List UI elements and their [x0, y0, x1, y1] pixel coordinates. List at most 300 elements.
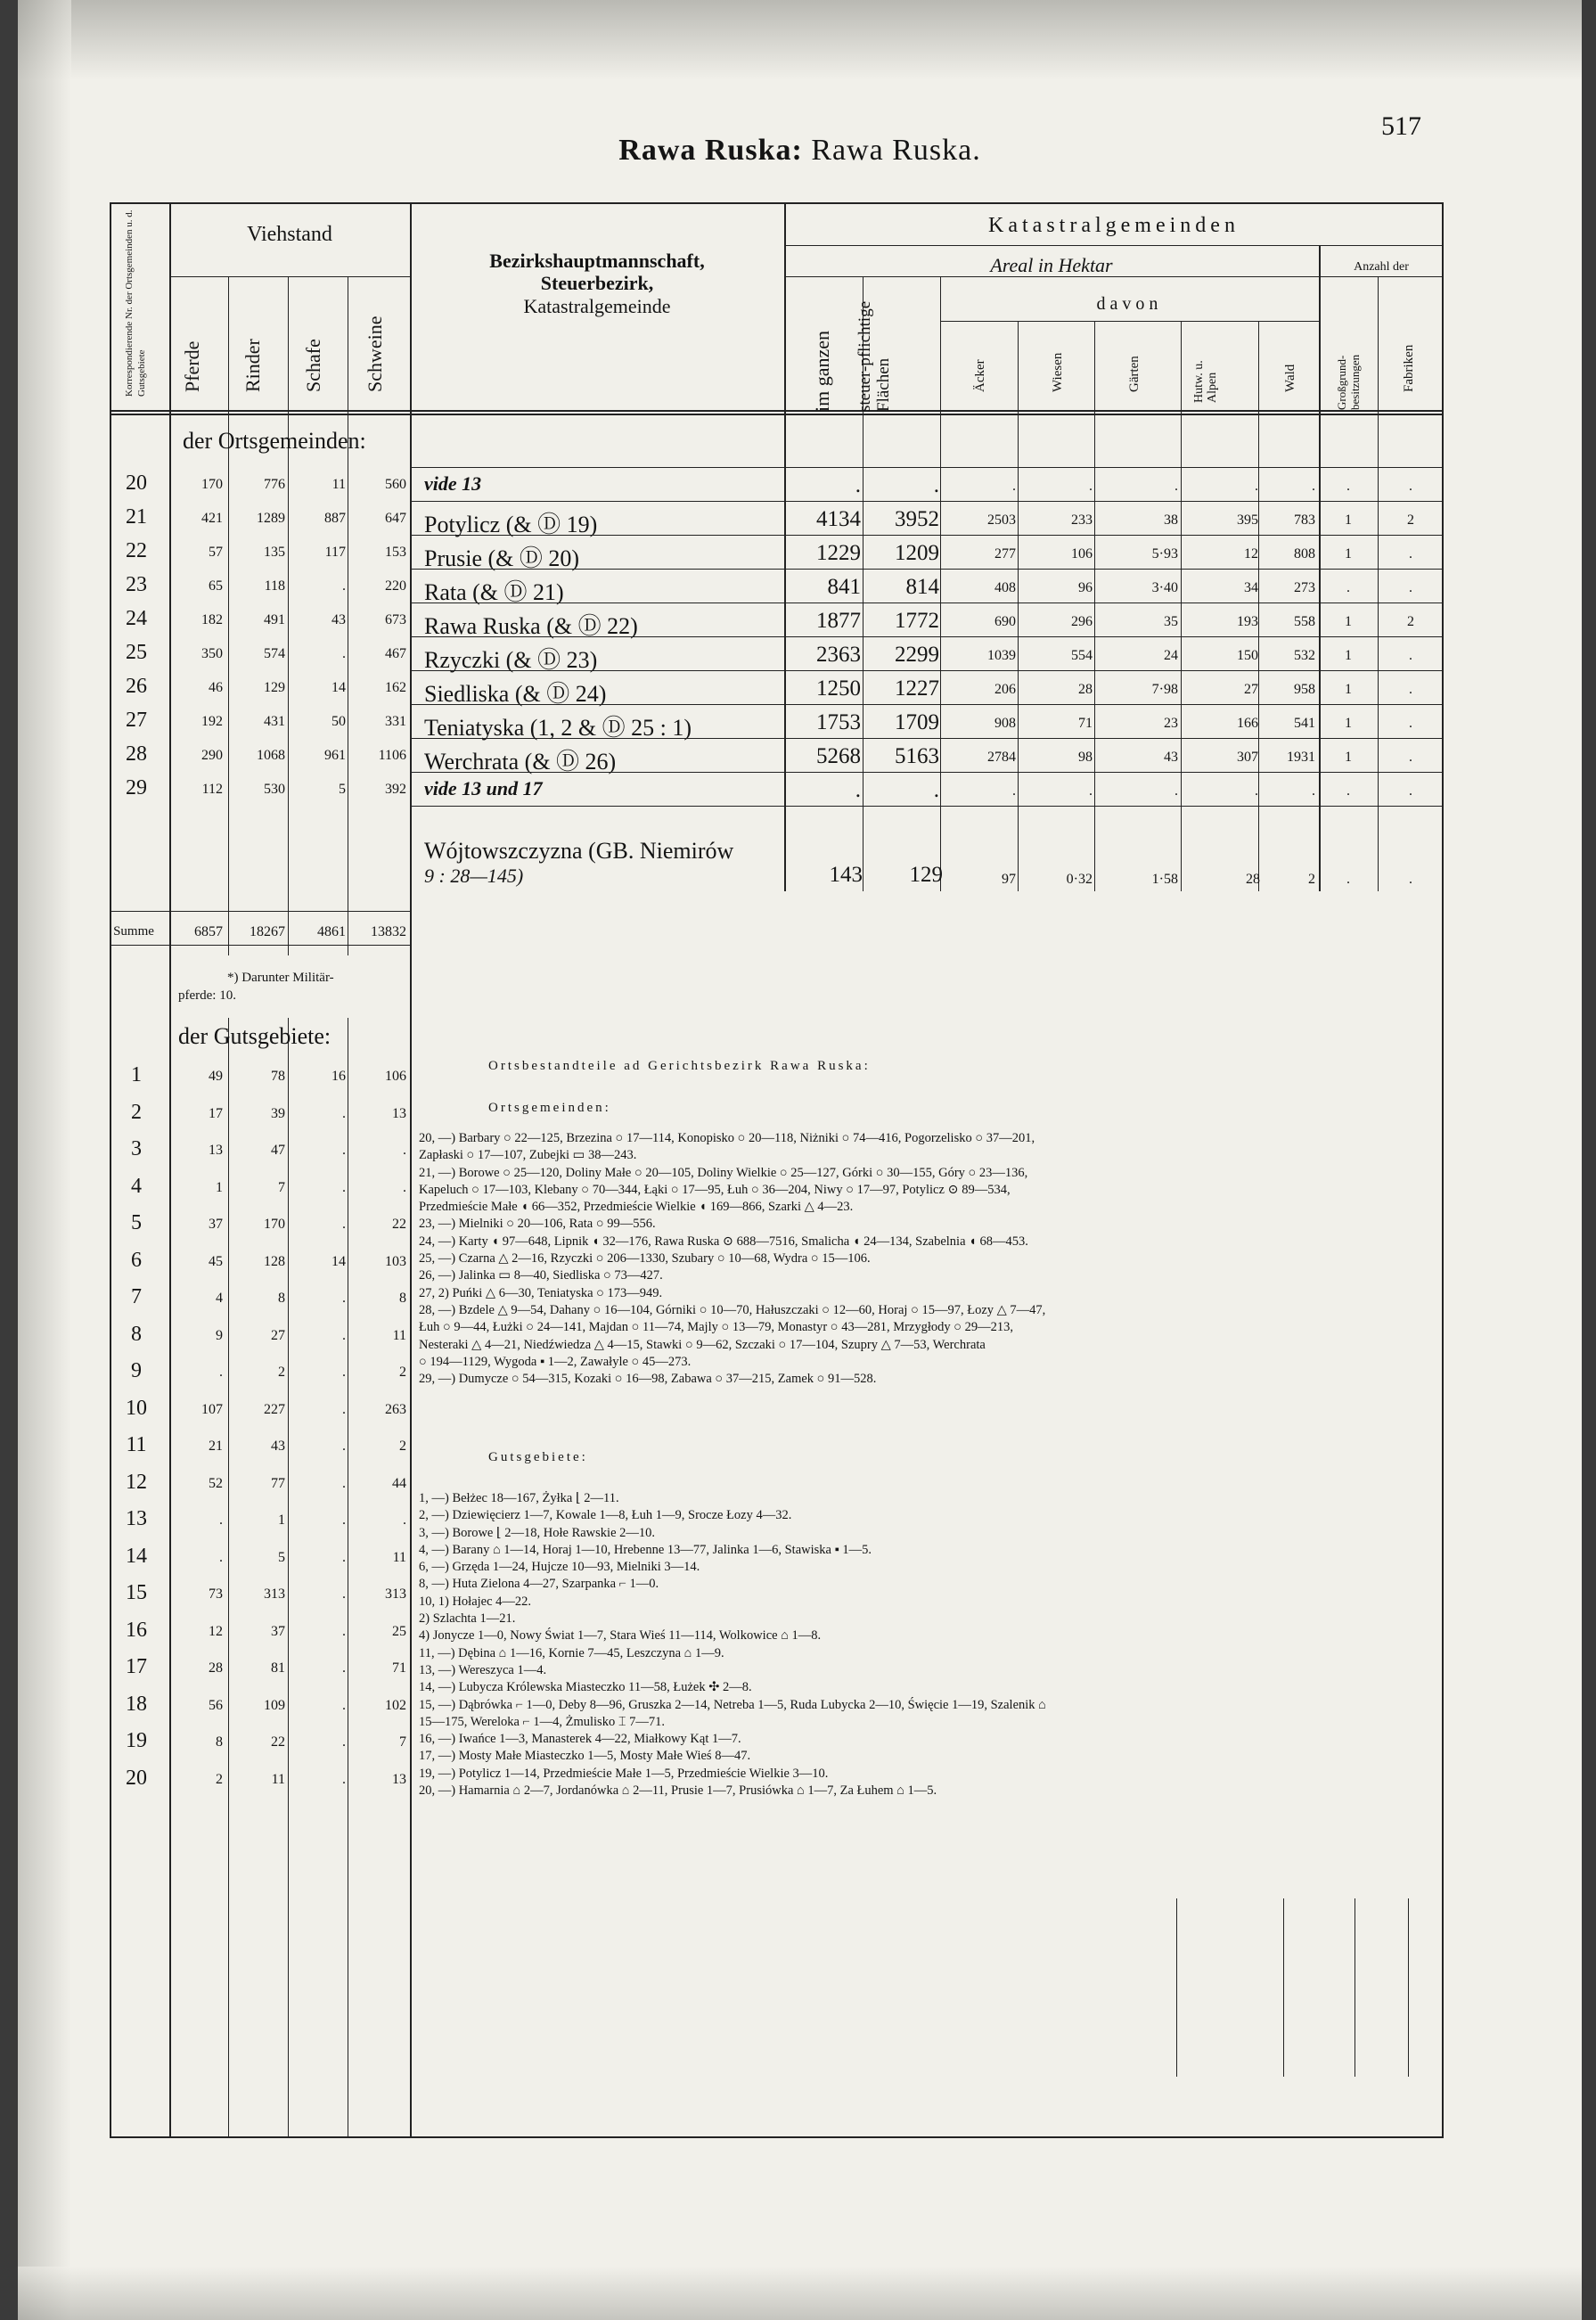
- orts-cell-sw: 392: [385, 782, 406, 797]
- guts-cell-sc: .: [342, 1549, 346, 1565]
- orts-cell-gr: 1: [1345, 750, 1352, 765]
- orts-cell-wi: 554: [1071, 648, 1093, 663]
- grid-hline: [110, 945, 410, 946]
- orts-cell-ig: 1250: [816, 676, 861, 701]
- orts-cell-ae: .: [1012, 783, 1016, 799]
- guts-cell-sw: 25: [392, 1623, 406, 1639]
- orts-cell-ig: 1229: [816, 541, 861, 565]
- guts-cell-pf: .: [219, 1513, 223, 1528]
- orts-cell-hu: 34: [1244, 580, 1258, 595]
- footnote-line1: *) Darunter Militär-: [227, 971, 334, 985]
- orts-cell-st: 1227: [895, 676, 939, 701]
- grid-vline: [169, 955, 171, 2138]
- orts-cell-wi: 28: [1078, 682, 1093, 697]
- orts-cell-wi: 296: [1071, 614, 1093, 629]
- guts-row-nr: 3: [131, 1137, 142, 1160]
- gutsgebiet-line: 17, —) Mosty Małe Miasteczko 1—5, Mosty Małe Wieś 8—47.: [419, 1749, 751, 1764]
- orts-cell-sw: 220: [385, 578, 406, 594]
- guts-cell-ri: 170: [264, 1217, 285, 1232]
- orts-cell-wa: 273: [1294, 580, 1315, 595]
- guts-cell-pf: 45: [209, 1253, 223, 1269]
- orts-row-nr: 25: [126, 641, 147, 664]
- orts-cell-ae: 690: [994, 614, 1016, 629]
- header-bh3: Katastralgemeinde: [523, 294, 671, 317]
- orts-row-nr: 21: [126, 505, 147, 529]
- orts-cell-wa: 558: [1294, 614, 1315, 629]
- ortsgemeinde-line: Kapeluch ○ 17—103, Klebany ○ 70—344, Łąki ○ 17—95, Łuh ○ 36—204, Niwy ○ 17—97, Potylicz ⊙ 89—534,: [419, 1182, 1011, 1197]
- orts-cell-sc: 11: [331, 477, 346, 492]
- orts-cell-wa: 1931: [1287, 750, 1315, 765]
- orts-cell-hu: 395: [1237, 512, 1258, 528]
- guts-cell-ri: 81: [271, 1660, 285, 1676]
- guts-cell-pf: 17: [209, 1105, 223, 1121]
- orts-cell-sc: 961: [324, 748, 346, 763]
- orts-row-name: Rata (& Ⓓ 21): [424, 579, 564, 605]
- orts-row-name: vide 13: [424, 472, 482, 495]
- header-rinder: Rinder: [241, 339, 264, 392]
- woj-gross: .: [1346, 872, 1350, 887]
- orts-row-name: Rawa Ruska (& Ⓓ 22): [424, 613, 638, 639]
- summe-pferde: 6857: [194, 924, 223, 939]
- orts-row-name: Teniatyska (1, 2 & Ⓓ 25 : 1): [424, 715, 692, 741]
- orts-cell-pf: 350: [201, 646, 223, 661]
- orts-cell-sw: 162: [385, 680, 406, 695]
- guts-row-nr: 15: [126, 1581, 147, 1604]
- guts-cell-sc: 14: [331, 1253, 346, 1269]
- guts-row-nr: 8: [131, 1322, 142, 1346]
- orts-cell-sc: 117: [324, 545, 346, 560]
- section-ortsgemeinden: der Ortsgemeinden:: [183, 428, 366, 454]
- guts-cell-sw: 13: [392, 1105, 406, 1121]
- guts-cell-sw: 103: [385, 1253, 406, 1269]
- header-areal: Areal in Hektar: [990, 254, 1113, 276]
- orts-row-nr: 20: [126, 471, 147, 495]
- guts-row-nr: 2: [131, 1100, 142, 1124]
- orts-cell-hu: 12: [1244, 546, 1258, 562]
- header-katastral: Katastralgemeinden: [988, 214, 1240, 237]
- guts-row-nr: 13: [126, 1507, 147, 1530]
- ortsgemeinde-line: 29, —) Dumycze ○ 54—315, Kozaki ○ 16—98, Zabawa ○ 37—215, Zamek ○ 91—528.: [419, 1372, 877, 1387]
- grid-hline: [784, 245, 1444, 246]
- summe-rinder: 18267: [250, 924, 285, 939]
- orts-cell-sc: .: [342, 646, 346, 661]
- orts-cell-pf: 421: [201, 511, 223, 526]
- orts-cell-fa: .: [1409, 716, 1412, 731]
- orts-cell-ig: 2363: [816, 643, 861, 667]
- orts-cell-gr: 1: [1345, 716, 1352, 731]
- ortsbestandteile-heading: Ortsbestandteile ad Gerichtsbezirk Rawa Ruska:: [488, 1059, 871, 1073]
- orts-cell-ga: 24: [1164, 648, 1178, 663]
- gutsgebiet-line: 10, 1) Hołajec 4—22.: [419, 1594, 532, 1609]
- orts-cell-ga: 5·93: [1151, 546, 1178, 562]
- orts-cell-wi: .: [1089, 479, 1093, 494]
- orts-row-name: Prusie (& Ⓓ 20): [424, 545, 580, 571]
- orts-cell-st: .: [933, 473, 939, 497]
- grid-hline: [110, 911, 410, 912]
- guts-cell-sc: .: [342, 1179, 346, 1195]
- grid-hline: [110, 414, 1444, 415]
- guts-cell-ri: 11: [271, 1771, 285, 1787]
- page-title: [18, 134, 1582, 168]
- orts-cell-gr: 1: [1345, 614, 1352, 629]
- guts-cell-ri: 227: [264, 1401, 285, 1417]
- guts-row-nr: 12: [126, 1470, 147, 1494]
- orts-cell-wa: 958: [1294, 682, 1315, 697]
- ortsgemeinde-line: Nesteraki △ 4—21, Niedźwiedza △ 4—15, Stawki ○ 9—62, Szczaki ○ 17—104, Szupry △ 7—53, Werchrata: [419, 1337, 986, 1352]
- orts-cell-ga: 43: [1164, 750, 1178, 765]
- orts-cell-gr: 1: [1345, 682, 1352, 697]
- guts-cell-sc: 16: [331, 1069, 346, 1084]
- gutsgebiet-line: 19, —) Potylicz 1—14, Przedmieście Małe 1—5, Przedmieście Wielkie 3—10.: [419, 1766, 829, 1781]
- orts-cell-wa: .: [1312, 479, 1315, 494]
- orts-cell-gr: .: [1346, 783, 1350, 799]
- ortsgemeinde-line: Przedmieście Małe ◖ 66—352, Przedmieście Wielkie ◖ 169—866, Szarki △ 4—23.: [419, 1200, 854, 1215]
- ortsgemeinde-line: 26, —) Jalinka ▭ 8—40, Siedliska ○ 73—427.: [419, 1268, 663, 1283]
- orts-cell-st: 2299: [895, 643, 939, 667]
- guts-cell-sw: 313: [385, 1586, 406, 1602]
- orts-cell-hu: 150: [1237, 648, 1258, 663]
- guts-row-nr: 9: [131, 1359, 142, 1382]
- orts-cell-sc: 887: [324, 511, 346, 526]
- guts-cell-sw: 2: [399, 1365, 406, 1380]
- guts-cell-sw: 13: [392, 1771, 406, 1787]
- header-aecker: Äcker: [973, 359, 987, 392]
- orts-cell-wi: 96: [1078, 580, 1093, 595]
- orts-cell-ig: .: [855, 778, 861, 802]
- guts-cell-sc: .: [342, 1143, 346, 1158]
- guts-cell-sc: .: [342, 1365, 346, 1380]
- gutsgebiet-line: 2) Szlachta 1—21.: [419, 1611, 516, 1627]
- header-hutw: Hutw. u. Alpen: [1192, 360, 1219, 403]
- orts-cell-ri: 135: [264, 545, 285, 560]
- guts-cell-ri: 128: [264, 1253, 285, 1269]
- orts-cell-fa: 2: [1407, 512, 1414, 528]
- header-viehstand: Viehstand: [247, 223, 332, 246]
- orts-cell-sw: 673: [385, 612, 406, 627]
- ortsgemeinden-list: [419, 1130, 1435, 1388]
- gutsgebiet-line: 4) Jonycze 1—0, Nowy Świat 1—7, Stara Wieś 11—114, Wolkowice ⌂ 1—8.: [419, 1628, 822, 1644]
- title-municipality: Rawa Ruska.: [811, 134, 981, 167]
- guts-cell-sw: 44: [392, 1475, 406, 1491]
- guts-cell-sw: 106: [385, 1069, 406, 1084]
- orts-cell-pf: 46: [209, 680, 223, 695]
- guts-cell-ri: 2: [278, 1365, 285, 1380]
- orts-cell-sc: 14: [331, 680, 346, 695]
- guts-cell-pf: 49: [209, 1069, 223, 1084]
- orts-cell-gr: 1: [1345, 546, 1352, 562]
- gutsgebiet-line: 20, —) Hamarnia ⌂ 2—7, Jordanówka ⌂ 2—11, Prusie 1—7, Prusiówka ⌂ 1—7, Za Łuhem ⌂ 1—5.: [419, 1783, 937, 1799]
- scan-shadow-top: [18, 0, 1582, 80]
- grid-vline: [1176, 1898, 1177, 2077]
- guts-cell-sw: .: [403, 1513, 406, 1528]
- orts-cell-fa: .: [1409, 682, 1412, 697]
- orts-cell-ri: 574: [264, 646, 285, 661]
- ortsgemeinde-line: ○ 194—1129, Wygoda ▪ 1—2, Zawałyle ○ 45—273.: [419, 1354, 692, 1369]
- orts-cell-ga: 35: [1164, 614, 1178, 629]
- header-bh1: Bezirkshauptmannschaft,: [489, 250, 705, 272]
- guts-cell-sc: .: [342, 1771, 346, 1787]
- orts-cell-ae: .: [1012, 479, 1016, 494]
- header-bh2: Steuerbezirk,: [540, 272, 654, 295]
- grid-hline: [410, 467, 1444, 468]
- guts-cell-sc: .: [342, 1697, 346, 1713]
- guts-cell-ri: 5: [278, 1549, 285, 1565]
- orts-cell-ig: .: [855, 473, 861, 497]
- orts-cell-fa: .: [1409, 750, 1412, 765]
- summe-label: Summe: [113, 924, 154, 939]
- guts-row-nr: 1: [131, 1063, 142, 1086]
- guts-row-nr: 19: [126, 1729, 147, 1752]
- page-number: 517: [1381, 111, 1421, 141]
- page-sheet: [18, 0, 1582, 2320]
- guts-row-nr: 17: [126, 1655, 147, 1678]
- orts-cell-hu: .: [1255, 479, 1258, 494]
- guts-cell-ri: 37: [271, 1623, 285, 1639]
- ortsgemeinde-line: Łuh ○ 9—44, Łużki ○ 24—141, Majdan ○ 11—74, Majly ○ 13—79, Monastyr ○ 43—281, Mrzygłody ○ 29—213,: [419, 1320, 1014, 1335]
- guts-cell-pf: 12: [209, 1623, 223, 1639]
- gutsgebiet-line: 16, —) Iwańce 1—3, Manasterek 4—22, Miałkowy Kąt 1—7.: [419, 1732, 741, 1747]
- orts-cell-wi: 98: [1078, 750, 1093, 765]
- ortsgemeinde-line: 20, —) Barbary ○ 22—125, Brzezina ○ 17—114, Konopisko ○ 20—118, Niżniki ○ 74—416, Pogorzelisko ○ 37—201,: [419, 1131, 1035, 1145]
- header-gross: Großgrund-besitzungen: [1335, 354, 1362, 410]
- orts-cell-pf: 170: [201, 477, 223, 492]
- guts-cell-ri: 22: [271, 1734, 285, 1750]
- grid-vline: [940, 276, 941, 891]
- gutsgebiet-line: 11, —) Dębina ⌂ 1—16, Kornie 7—45, Leszczyna ⌂ 1—9.: [419, 1645, 724, 1660]
- orts-cell-sw: 1106: [378, 748, 406, 763]
- orts-cell-pf: 65: [209, 578, 223, 594]
- guts-cell-sw: 11: [392, 1549, 406, 1565]
- orts-cell-sw: 153: [385, 545, 406, 560]
- guts-cell-ri: 27: [271, 1327, 285, 1343]
- orts-cell-ri: 530: [264, 782, 285, 797]
- guts-cell-sc: .: [342, 1586, 346, 1602]
- orts-cell-ri: 1289: [257, 511, 285, 526]
- guts-cell-sc: .: [342, 1327, 346, 1343]
- guts-row-nr: 18: [126, 1692, 147, 1716]
- guts-cell-pf: 73: [209, 1586, 223, 1602]
- orts-cell-hu: 307: [1237, 750, 1258, 765]
- orts-row-name: vide 13 und 17: [424, 777, 543, 799]
- guts-cell-sc: .: [342, 1439, 346, 1454]
- guts-cell-pf: .: [219, 1549, 223, 1565]
- guts-cell-sw: 11: [392, 1327, 406, 1343]
- gutsgebiet-line: 15, —) Dąbrówka ⌐ 1—0, Deby 8—96, Gruszka 2—14, Netreba 1—5, Ruda Lubycka 2—10, Święcie 1—19, Szalenik ⌂: [419, 1697, 1046, 1712]
- orts-cell-hu: 193: [1237, 614, 1258, 629]
- guts-row-nr: 4: [131, 1174, 142, 1198]
- guts-cell-pf: 8: [216, 1734, 223, 1750]
- ortsgemeinde-line: 27, 2) Puńki △ 6—30, Teniatyska ○ 173—949.: [419, 1285, 663, 1300]
- ortsgemeinde-line: Zapłaski ○ 17—107, Zubejki ▭ 38—243.: [419, 1148, 637, 1163]
- gutsgebiet-line: 14, —) Lubycza Królewska Miasteczko 11—58, Łużek ✣ 2—8.: [419, 1680, 752, 1695]
- orts-cell-ga: .: [1174, 479, 1178, 494]
- orts-cell-fa: .: [1409, 580, 1412, 595]
- orts-cell-hu: 27: [1244, 682, 1258, 697]
- guts-cell-sc: .: [342, 1513, 346, 1528]
- orts-cell-st: 3952: [895, 507, 939, 531]
- guts-cell-sc: .: [342, 1475, 346, 1491]
- grid-vline: [228, 276, 229, 955]
- grid-hline: [110, 410, 1444, 412]
- orts-cell-st: 1209: [895, 541, 939, 565]
- scan-shadow-left: [18, 0, 71, 2320]
- orts-cell-wi: 71: [1078, 716, 1093, 731]
- guts-cell-pf: 56: [209, 1697, 223, 1713]
- orts-cell-wi: 233: [1071, 512, 1093, 528]
- woj-aecker: 97: [1002, 872, 1016, 887]
- woj-hutw: 28: [1246, 872, 1260, 887]
- title-district: Rawa Ruska:: [618, 134, 803, 167]
- woj-steuer: 129: [909, 863, 943, 887]
- orts-cell-st: 1709: [895, 710, 939, 734]
- orts-cell-ri: 776: [264, 477, 285, 492]
- guts-row-nr: 5: [131, 1211, 142, 1234]
- grid-vline: [288, 276, 289, 955]
- orts-cell-ga: 23: [1164, 716, 1178, 731]
- guts-cell-pf: 4: [216, 1291, 223, 1306]
- orts-row-name: Siedliska (& Ⓓ 24): [424, 681, 607, 707]
- guts-cell-sw: 8: [399, 1291, 406, 1306]
- grid-vline: [1283, 1898, 1284, 2077]
- orts-cell-fa: .: [1409, 648, 1412, 663]
- guts-cell-ri: 313: [264, 1586, 285, 1602]
- orts-row-nr: 27: [126, 709, 147, 732]
- guts-cell-sw: 102: [385, 1697, 406, 1713]
- guts-cell-sw: 22: [392, 1217, 406, 1232]
- woj-gaerten: 1·58: [1151, 872, 1178, 887]
- grid-hline: [940, 321, 1319, 322]
- orts-cell-pf: 57: [209, 545, 223, 560]
- guts-cell-pf: 37: [209, 1217, 223, 1232]
- guts-row-nr: 7: [131, 1285, 142, 1308]
- guts-cell-sc: .: [342, 1660, 346, 1676]
- woj-fabriken: .: [1409, 872, 1412, 887]
- gutsgebiete-list: [419, 1490, 1435, 1799]
- gutsgebiete-heading: Gutsgebiete:: [488, 1450, 588, 1464]
- orts-cell-ig: 1753: [816, 710, 861, 734]
- orts-row-nr: 29: [126, 776, 147, 799]
- grid-hline: [169, 276, 410, 277]
- orts-cell-wa: 532: [1294, 648, 1315, 663]
- orts-cell-ae: 2503: [987, 512, 1016, 528]
- woj-im-ganzen: 143: [829, 863, 863, 887]
- scan-shadow-bottom: [18, 2267, 1582, 2320]
- gutsgebiet-line: 3, —) Borowe ⌊ 2—18, Hołe Rawskie 2—10.: [419, 1525, 656, 1540]
- guts-row-nr: 16: [126, 1618, 147, 1642]
- orts-cell-fa: .: [1409, 546, 1412, 562]
- orts-row-nr: 26: [126, 675, 147, 698]
- orts-cell-wa: .: [1312, 783, 1315, 799]
- gutsgebiet-line: 4, —) Barany ⌂ 1—14, Horaj 1—10, Hrebenne 13—77, Jalinka 1—6, Stawiska ▪ 1—5.: [419, 1542, 872, 1557]
- orts-cell-pf: 112: [201, 782, 223, 797]
- orts-cell-gr: .: [1346, 580, 1350, 595]
- guts-cell-pf: .: [219, 1365, 223, 1380]
- orts-cell-gr: .: [1346, 479, 1350, 494]
- orts-cell-ga: 38: [1164, 512, 1178, 528]
- grid-vline: [288, 1018, 289, 2138]
- orts-cell-ga: 7·98: [1151, 682, 1178, 697]
- guts-cell-ri: 1: [278, 1513, 285, 1528]
- orts-cell-gr: 1: [1345, 512, 1352, 528]
- orts-row-nr: 23: [126, 573, 147, 596]
- orts-cell-ga: .: [1174, 783, 1178, 799]
- header-schafe: Schafe: [302, 339, 324, 392]
- woj-line1: Wójtowszczyzna (GB. Niemirów: [424, 838, 734, 864]
- gutsgebiet-line: 15—175, Wereloka ⌐ 1—4, Żmulisko ⌶ 7—71.: [419, 1714, 666, 1729]
- guts-cell-ri: 109: [264, 1697, 285, 1713]
- gutsgebiet-line: 13, —) Wereszyca 1—4.: [419, 1662, 547, 1677]
- gutsgebiet-line: 8, —) Huta Zielona 4—27, Szarpanka ⌐ 1—0.: [419, 1577, 659, 1592]
- orts-cell-hu: .: [1255, 783, 1258, 799]
- orts-cell-ae: 277: [994, 546, 1016, 562]
- header-wiesen: Wiesen: [1051, 352, 1065, 392]
- woj-wiesen: 0·32: [1066, 872, 1093, 887]
- orts-cell-pf: 192: [201, 714, 223, 729]
- header-wald: Wald: [1283, 364, 1297, 392]
- orts-cell-wa: 808: [1294, 546, 1315, 562]
- orts-cell-sc: 50: [331, 714, 346, 729]
- header-korr: Korrespondierende Nr. der Ortsgemeinden u. d. Gutsgebiete: [124, 209, 147, 397]
- orts-row-name: Potylicz (& Ⓓ 19): [424, 512, 598, 537]
- orts-cell-ig: 841: [827, 575, 861, 599]
- grid-vline: [228, 1018, 229, 2138]
- ortsgemeinde-line: 28, —) Bzdele △ 9—54, Dahany ○ 16—104, Górniki ○ 10—70, Hałuszczaki ○ 12—60, Horaj ○ 15—97, Łozy △ 7—47,: [419, 1302, 1046, 1317]
- header-steuer: steuer-pflichtige Flächen: [855, 300, 893, 412]
- section-gutsgebiete: der Gutsgebiete:: [178, 1023, 331, 1049]
- guts-cell-ri: 7: [278, 1179, 285, 1195]
- orts-cell-fa: .: [1409, 783, 1412, 799]
- guts-cell-sw: .: [403, 1179, 406, 1195]
- summe-schafe: 4861: [317, 924, 346, 939]
- guts-cell-pf: 13: [209, 1143, 223, 1158]
- guts-row-nr: 10: [126, 1396, 147, 1420]
- guts-cell-sw: 263: [385, 1401, 406, 1417]
- orts-cell-ga: 3·40: [1151, 580, 1178, 595]
- guts-cell-ri: 8: [278, 1291, 285, 1306]
- orts-row-nr: 24: [126, 607, 147, 630]
- guts-cell-sc: .: [342, 1217, 346, 1232]
- orts-cell-st: 814: [905, 575, 939, 599]
- orts-cell-sw: 467: [385, 646, 406, 661]
- orts-cell-ri: 129: [264, 680, 285, 695]
- orts-cell-wi: .: [1089, 783, 1093, 799]
- header-anzahl: Anzahl der: [1354, 260, 1409, 274]
- orts-cell-wi: 106: [1071, 546, 1093, 562]
- guts-cell-pf: 9: [216, 1327, 223, 1343]
- guts-cell-sw: .: [403, 1143, 406, 1158]
- orts-cell-ae: 408: [994, 580, 1016, 595]
- header-im-ganzen: im ganzen: [811, 330, 833, 412]
- gutsgebiet-line: 1, —) Bełżec 18—167, Żyłka ⌊ 2—11.: [419, 1491, 619, 1505]
- guts-cell-pf: 2: [216, 1771, 223, 1787]
- guts-row-nr: 11: [126, 1433, 147, 1456]
- guts-cell-pf: 21: [209, 1439, 223, 1454]
- header-bezirk: [410, 250, 784, 317]
- orts-row-name: Rzyczki (& Ⓓ 23): [424, 647, 598, 673]
- guts-row-nr: 20: [126, 1766, 147, 1790]
- orts-cell-st: 1772: [895, 609, 939, 633]
- orts-cell-gr: 1: [1345, 648, 1352, 663]
- orts-cell-sc: 43: [331, 612, 346, 627]
- ortsgemeinde-line: 25, —) Czarna △ 2—16, Rzyczki ○ 206—1330, Szubary ○ 10—68, Wydra ○ 15—106.: [419, 1251, 871, 1267]
- orts-cell-fa: .: [1409, 479, 1412, 494]
- guts-row-nr: 14: [126, 1544, 147, 1568]
- guts-cell-sc: .: [342, 1105, 346, 1121]
- orts-cell-st: 5163: [895, 744, 939, 768]
- orts-row-nr: 22: [126, 539, 147, 562]
- guts-cell-pf: 28: [209, 1660, 223, 1676]
- orts-cell-ig: 1877: [816, 609, 861, 633]
